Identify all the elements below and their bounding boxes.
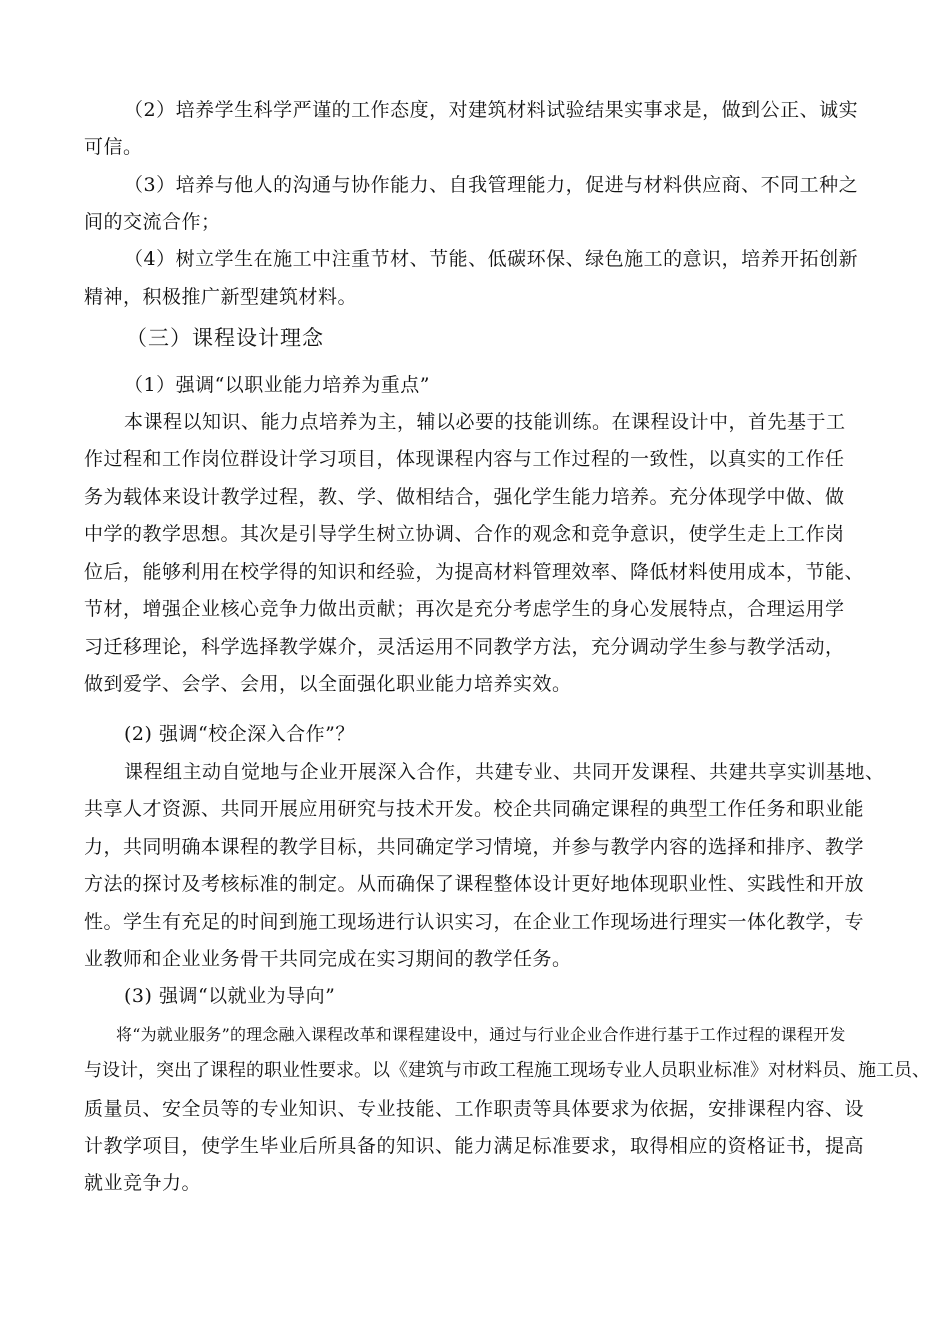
paragraph-3-line-2: 与设计，突出了课程的职业性要求。以《建筑与市政工程施工现场专业人员职业标准》对材料员、施工员、 <box>84 1060 930 1081</box>
section-heading: （三）课程设计理念 <box>126 326 324 350</box>
paragraph-1-line-3: 务为载体来设计教学过程，教、学、做相结合，强化学生能力培养。充分体现学中做、做 <box>84 486 845 508</box>
paragraph-2-line-3: 力，共同明确本课程的教学目标，共同确定学习情境，并参与教学内容的选择和排序、教学 <box>84 836 865 858</box>
objective-2-line-2: 可信。 <box>84 136 143 158</box>
subsection-3-heading: (3) 强调“以就业为导向” <box>124 985 336 1007</box>
objective-4-line-2: 精神，积极推广新型建筑材料。 <box>84 286 358 308</box>
objective-4-line-1: （4）树立学生在施工中注重节材、节能、低碳环保、绿色施工的意识，培养开拓创新 <box>124 248 859 270</box>
paragraph-1-line-1: 本课程以知识、能力点培养为主，辅以必要的技能训练。在课程设计中，首先基于工 <box>124 411 846 433</box>
paragraph-1-line-6: 节材，增强企业核心竞争力做出贡献；再次是充分考虑学生的身心发展特点，合理运用学 <box>84 598 845 620</box>
paragraph-1-line-8: 做到爱学、会学、会用，以全面强化职业能力培养实效。 <box>84 673 572 695</box>
paragraph-1-line-7: 习迁移理论，科学选择教学媒介，灵活运用不同教学方法，充分调动学生参与教学活动， <box>84 636 845 658</box>
paragraph-2-line-2: 共享人才资源、共同开展应用研究与技术开发。校企共同确定课程的典型工作任务和职业能 <box>84 798 865 820</box>
paragraph-3-line-3: 质量员、安全员等的专业知识、专业技能、工作职责等具体要求为依据，安排课程内容、设 <box>84 1098 865 1120</box>
paragraph-1-line-5: 位后，能够利用在校学得的知识和经验，为提高材料管理效率、降低材料使用成本，节能、 <box>84 561 865 583</box>
objective-2-line-1: （2）培养学生科学严谨的工作态度，对建筑材料试验结果实事求是，做到公正、诚实 <box>124 99 859 121</box>
objective-3-line-1: （3）培养与他人的沟通与协作能力、自我管理能力，促进与材料供应商、不同工种之 <box>124 174 859 196</box>
paragraph-3-line-1: 将“为就业服务”的理念融入课程改革和课程建设中，通过与行业企业合作进行基于工作过程的课程开发 <box>116 1025 846 1044</box>
paragraph-2-line-4: 方法的探讨及考核标准的制定。从而确保了课程整体设计更好地体现职业性、实践性和开放 <box>84 873 865 895</box>
paragraph-3-line-5: 就业竞争力。 <box>84 1172 202 1194</box>
paragraph-1-line-4: 中学的教学思想。其次是引导学生树立协调、合作的观念和竞争意识，使学生走上工作岗 <box>84 523 845 545</box>
paragraph-2-line-5: 性。学生有充足的时间到施工现场进行认识实习，在企业工作现场进行理实一体化教学，专 <box>84 911 865 933</box>
subsection-1-heading: （1）强调“以职业能力培养为重点” <box>124 374 431 396</box>
paragraph-1-line-2: 作过程和工作岗位群设计学习项目，体现课程内容与工作过程的一致性，以真实的工作任 <box>84 448 845 470</box>
objective-3-line-2: 间的交流合作； <box>84 211 221 233</box>
paragraph-2-line-6: 业教师和企业业务骨干共同完成在实习期间的教学任务。 <box>84 948 572 970</box>
subsection-2-heading: (2) 强调“校企深入合作”？ <box>124 723 355 745</box>
paragraph-2-line-1: 课程组主动自觉地与企业开展深入合作，共建专业、共同开发课程、共建共享实训基地、 <box>124 761 885 783</box>
paragraph-3-line-4: 计教学项目，使学生毕业后所具备的知识、能力满足标准要求，取得相应的资格证书，提高 <box>84 1135 865 1157</box>
